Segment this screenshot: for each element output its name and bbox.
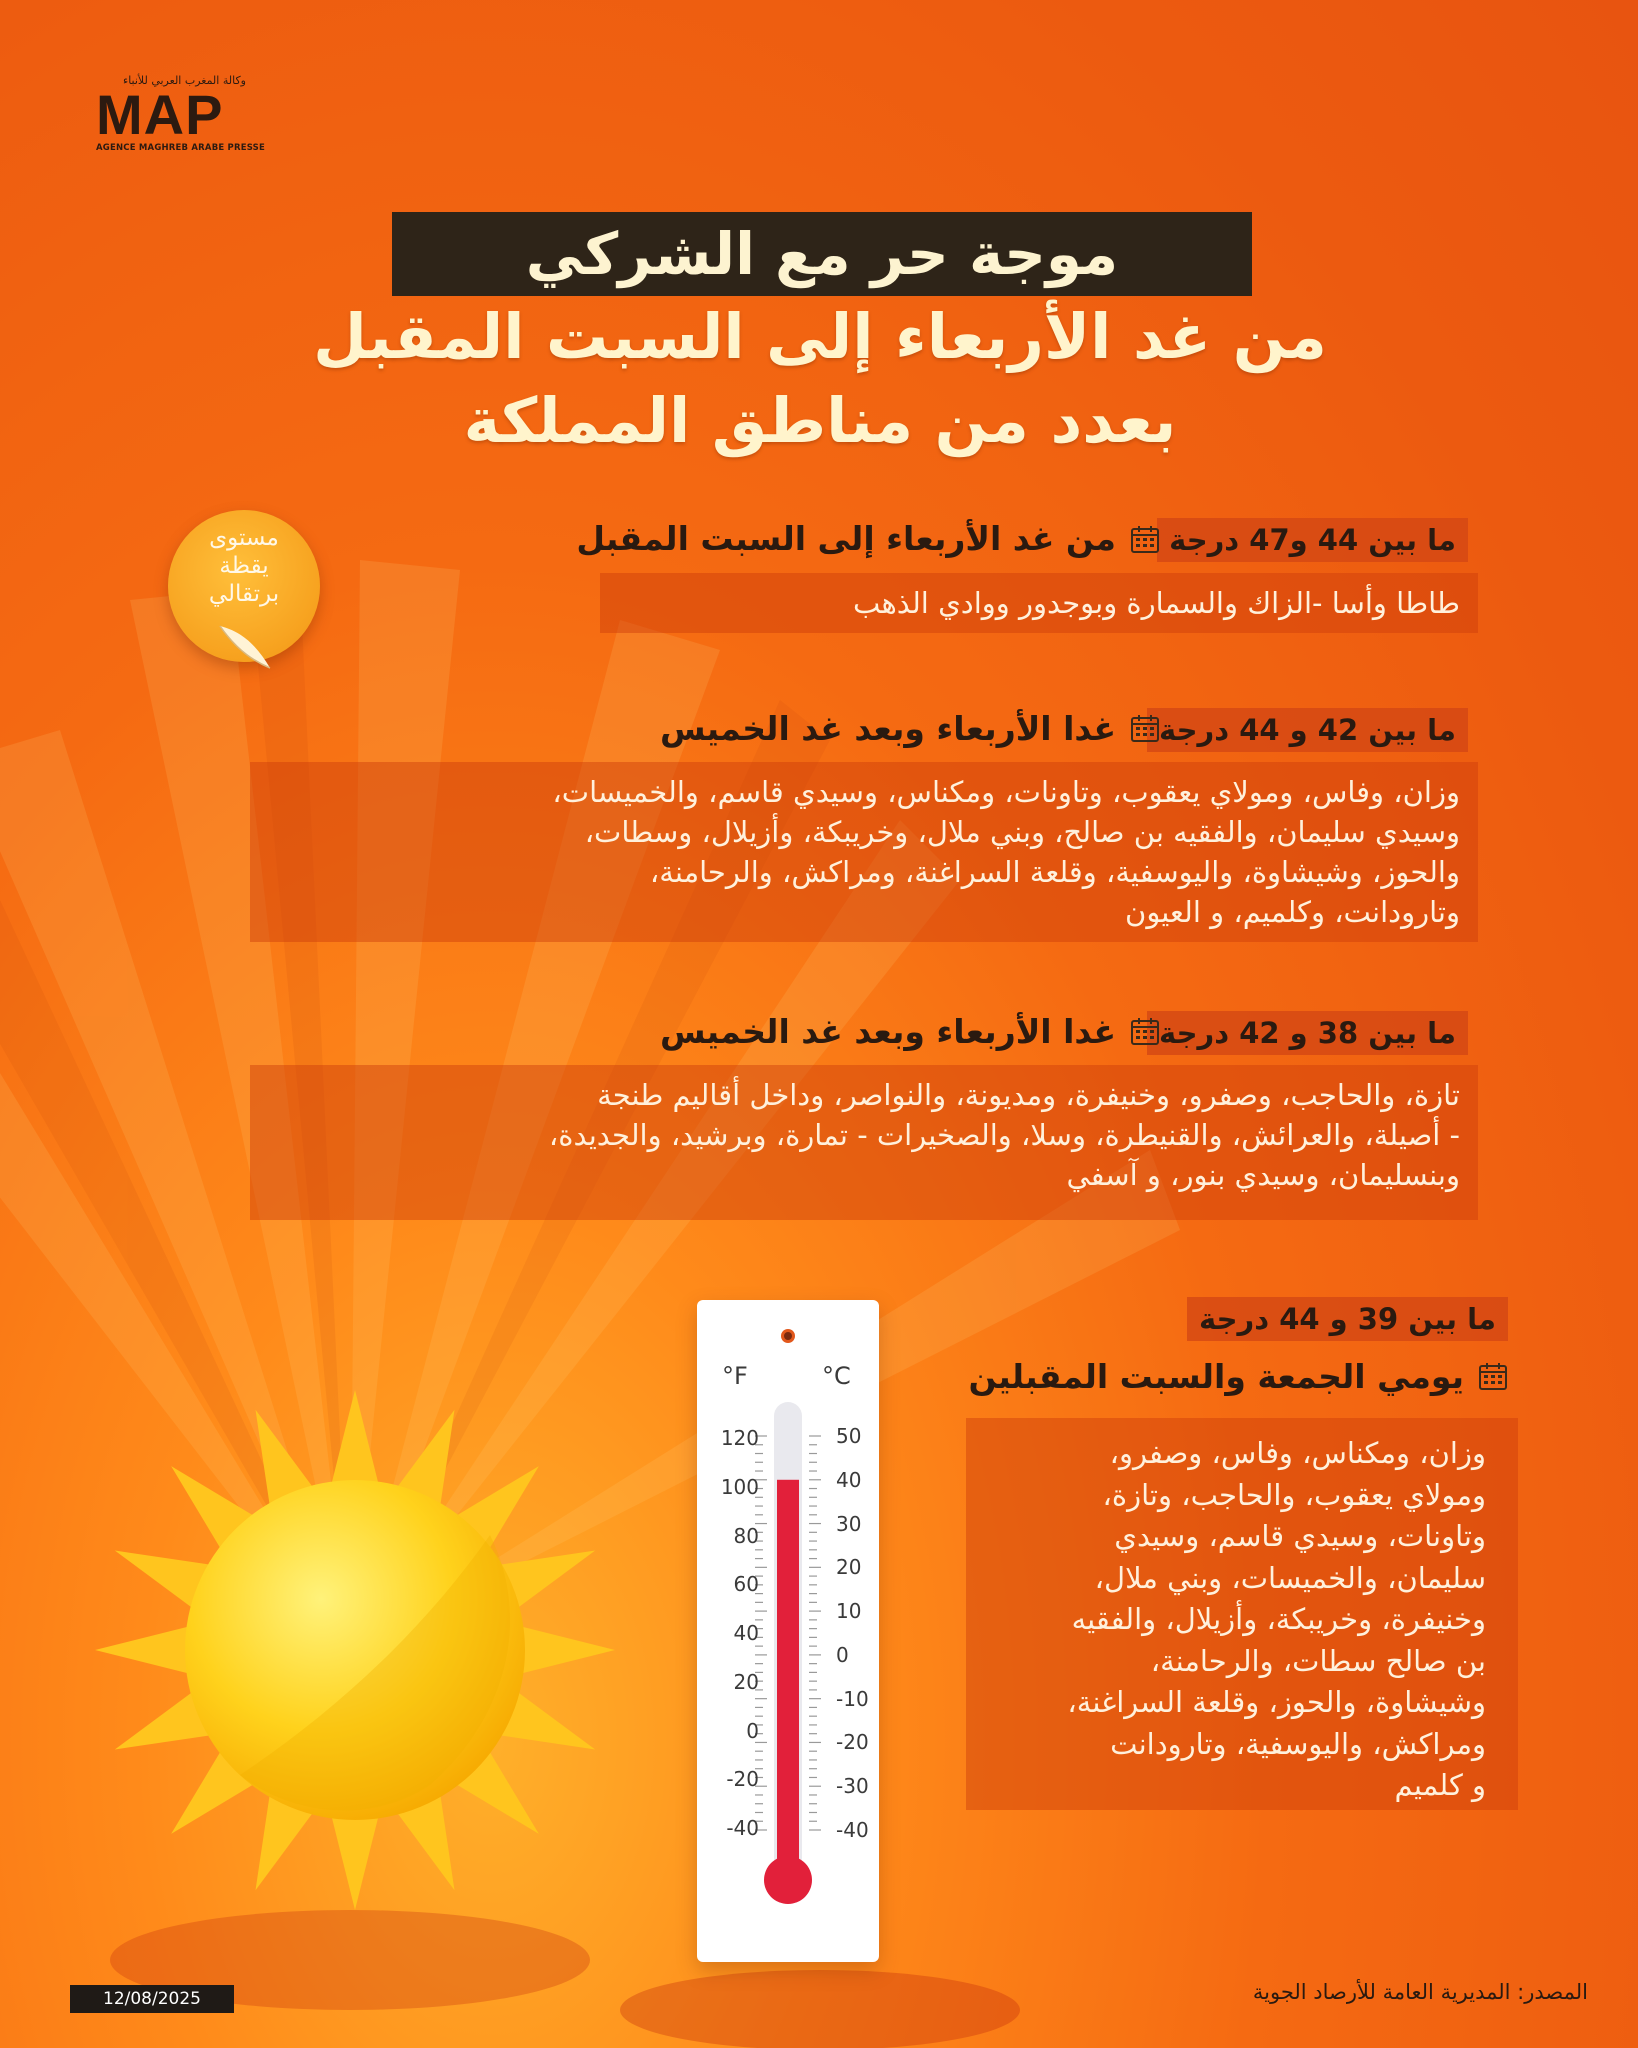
fahrenheit-tick-label: 20	[733, 1669, 759, 1694]
section-4-city-line: وشيشاوة، والحوز، وقلعة السراغنة،	[1067, 1685, 1486, 1719]
section-3-degrees: ما بين 38 و 42 درجة	[1147, 1011, 1468, 1055]
mercury-column	[777, 1480, 799, 1880]
section-2-city-line: وزان، وفاس، ومولاي يعقوب، وتاونات، ومكناس، وسيدي قاسم، والخميسات،	[552, 775, 1460, 809]
fahrenheit-unit: °F	[722, 1362, 748, 1390]
section-4-degrees: ما بين 39 و 44 درجة	[1187, 1297, 1508, 1341]
section-4-city-line: وتاونات، وسيدي قاسم، وسيدي	[1114, 1519, 1486, 1553]
fahrenheit-tick-label: 60	[733, 1572, 759, 1597]
subtitle-line-2: بعدد من مناطق المملكة	[463, 384, 1177, 457]
sun-ray	[331, 1813, 379, 1910]
sun-illustration	[90, 1385, 620, 1915]
source-credit: المصدر: المديرية العامة للأرصاد الجوية	[1252, 1980, 1588, 2004]
publish-date: 12/08/2025	[70, 1985, 234, 2013]
celsius-tick-label: 30	[836, 1511, 862, 1536]
celsius-tick-label: -40	[836, 1818, 869, 1842]
section-2-cities	[240, 772, 1460, 932]
section-1-cities	[580, 583, 1460, 623]
subtitle-line-1: من غد الأربعاء إلى السبت المقبل	[313, 300, 1327, 373]
celsius-tick-label: 40	[836, 1467, 862, 1492]
section-3-city-line: وبنسليمان، وسيدي بنور، و آسفي	[1066, 1158, 1460, 1192]
section-4-city-line: بن صالح سطات، والرحامنة،	[1150, 1643, 1486, 1678]
section-4-city-line: ومراكش، واليوسفية، وتارودانت	[1110, 1726, 1486, 1761]
fahrenheit-tick-label: -20	[726, 1767, 759, 1792]
map-logo	[96, 74, 266, 153]
section-3-cities	[240, 1075, 1460, 1195]
sun-ray	[95, 1626, 192, 1674]
calendar-icon	[1130, 1016, 1160, 1046]
badge-page-curl-icon	[214, 618, 272, 670]
sun-ray	[331, 1390, 379, 1487]
section-4-city-line: وخنيفرة، وخريبكة، وأزيلال، والفقيه	[1071, 1602, 1486, 1636]
section-1-city-line: طاطا وأسا -الزاك والسمارة وبوجدور ووادي الذهب	[852, 586, 1460, 620]
fahrenheit-tick-label: 0	[746, 1718, 759, 1743]
page-title: موجة حر مع الشركي	[525, 220, 1119, 288]
celsius-tick-label: 50	[836, 1424, 862, 1448]
section-4-city-line: و كلميم	[1394, 1768, 1486, 1802]
celsius-tick-label: -30	[836, 1774, 869, 1799]
fahrenheit-tick-label: -40	[726, 1816, 759, 1840]
badge-line-3: برتقالي	[208, 581, 280, 607]
celsius-unit: °C	[822, 1362, 851, 1390]
section-3-city-line: تازة، والحاجب، وصفرو، وخنيفرة، ومديونة، والنواصر، وداخل أقاليم طنجة	[597, 1078, 1460, 1112]
section-4-cities	[946, 1433, 1486, 1807]
fahrenheit-tick-label: 80	[733, 1523, 759, 1548]
section-2-city-line: والحوز، وشيشاوة، واليوسفية، وقلعة السراغنة، ومراكش، والرحامنة،	[649, 855, 1460, 889]
calendar-icon	[1478, 1361, 1508, 1391]
calendar-icon	[1130, 524, 1160, 554]
section-4-when: يومي الجمعة والسبت المقبلين	[968, 1357, 1464, 1396]
section-3-city-line: - أصيلة، والعرائش، والقنيطرة، وسلا، والصخيرات - تمارة، وبرشيد، والجديدة،	[548, 1118, 1460, 1152]
section-4-city-line: ومولاي يعقوب، والحاجب، وتازة،	[1102, 1477, 1486, 1512]
badge-line-1: مستوى	[209, 525, 279, 551]
celsius-tick-label: 20	[836, 1555, 862, 1580]
section-1-when: من غد الأربعاء إلى السبت المقبل	[576, 519, 1116, 558]
sun-ray	[518, 1626, 615, 1674]
fahrenheit-tick-label: 100	[720, 1474, 759, 1499]
section-2-degrees: ما بين 42 و 44 درجة	[1147, 708, 1468, 752]
calendar-icon	[1130, 713, 1160, 743]
fahrenheit-tick-label: 40	[733, 1621, 759, 1645]
celsius-tick-label: 10	[836, 1599, 862, 1624]
section-2-city-line: وتارودانت، وكلميم، و العيون	[1125, 895, 1460, 929]
logo-french-text: AGENCE MAGHREB ARABE PRESSE	[96, 143, 265, 153]
section-3-when: غدا الأربعاء وبعد غد الخميس	[660, 1012, 1116, 1051]
celsius-tick-label: -20	[836, 1730, 869, 1755]
fahrenheit-tick-label: 120	[720, 1426, 759, 1450]
section-1-degrees: ما بين 44 و47 درجة	[1157, 518, 1468, 562]
section-2-city-line: وسيدي سليمان، والفقيه بن صالح، وبني ملال، وخريبكة، وأزيلال، وسطات،	[584, 815, 1460, 849]
section-4-city-line: سليمان، والخميسات، وبني ملال،	[1094, 1560, 1486, 1595]
badge-line-2: يقظة	[219, 553, 269, 579]
section-2-when: غدا الأربعاء وبعد غد الخميس	[660, 709, 1116, 748]
celsius-tick-label: 0	[836, 1642, 849, 1667]
section-4-city-line: وزان، ومكناس، وفاس، وصفرو،	[1109, 1436, 1486, 1470]
logo-name: MAP	[96, 83, 224, 146]
celsius-tick-label: -10	[836, 1686, 869, 1711]
logo-arabic-text: وكالة المغرب العربي للأنباء	[123, 74, 246, 87]
